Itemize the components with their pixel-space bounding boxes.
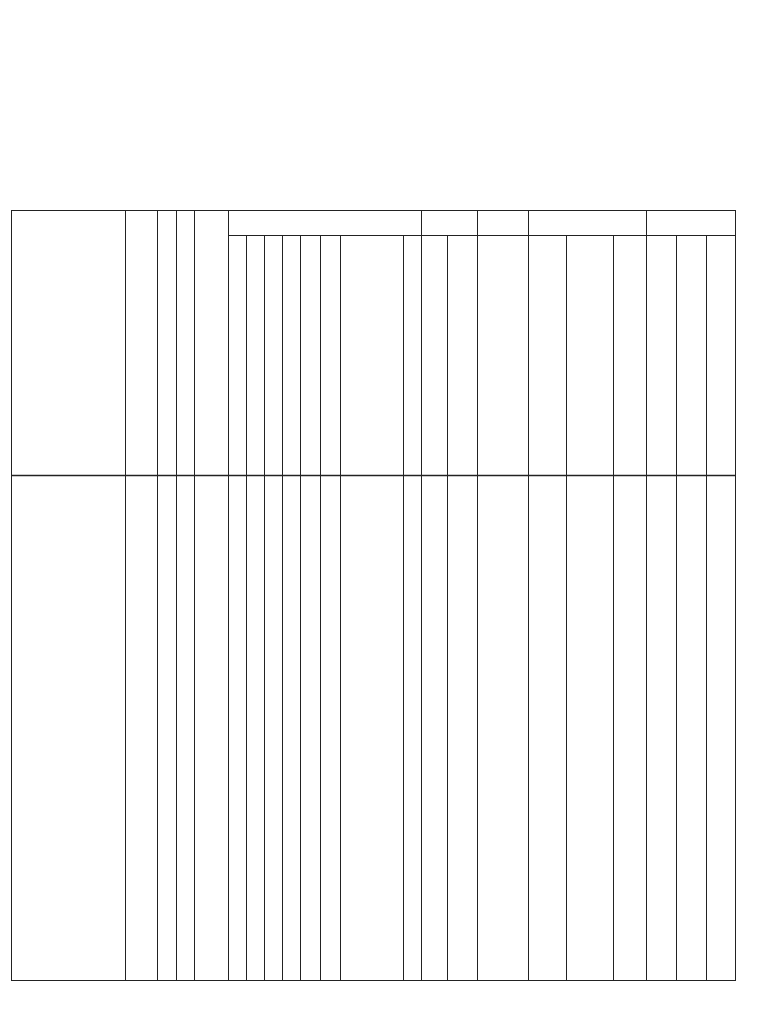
group-specimens [528,214,646,234]
group-treatment [477,214,528,234]
group-symptoms [228,214,421,234]
group-vaccine [421,214,477,234]
group-status [646,214,735,234]
col-other [341,243,403,258]
